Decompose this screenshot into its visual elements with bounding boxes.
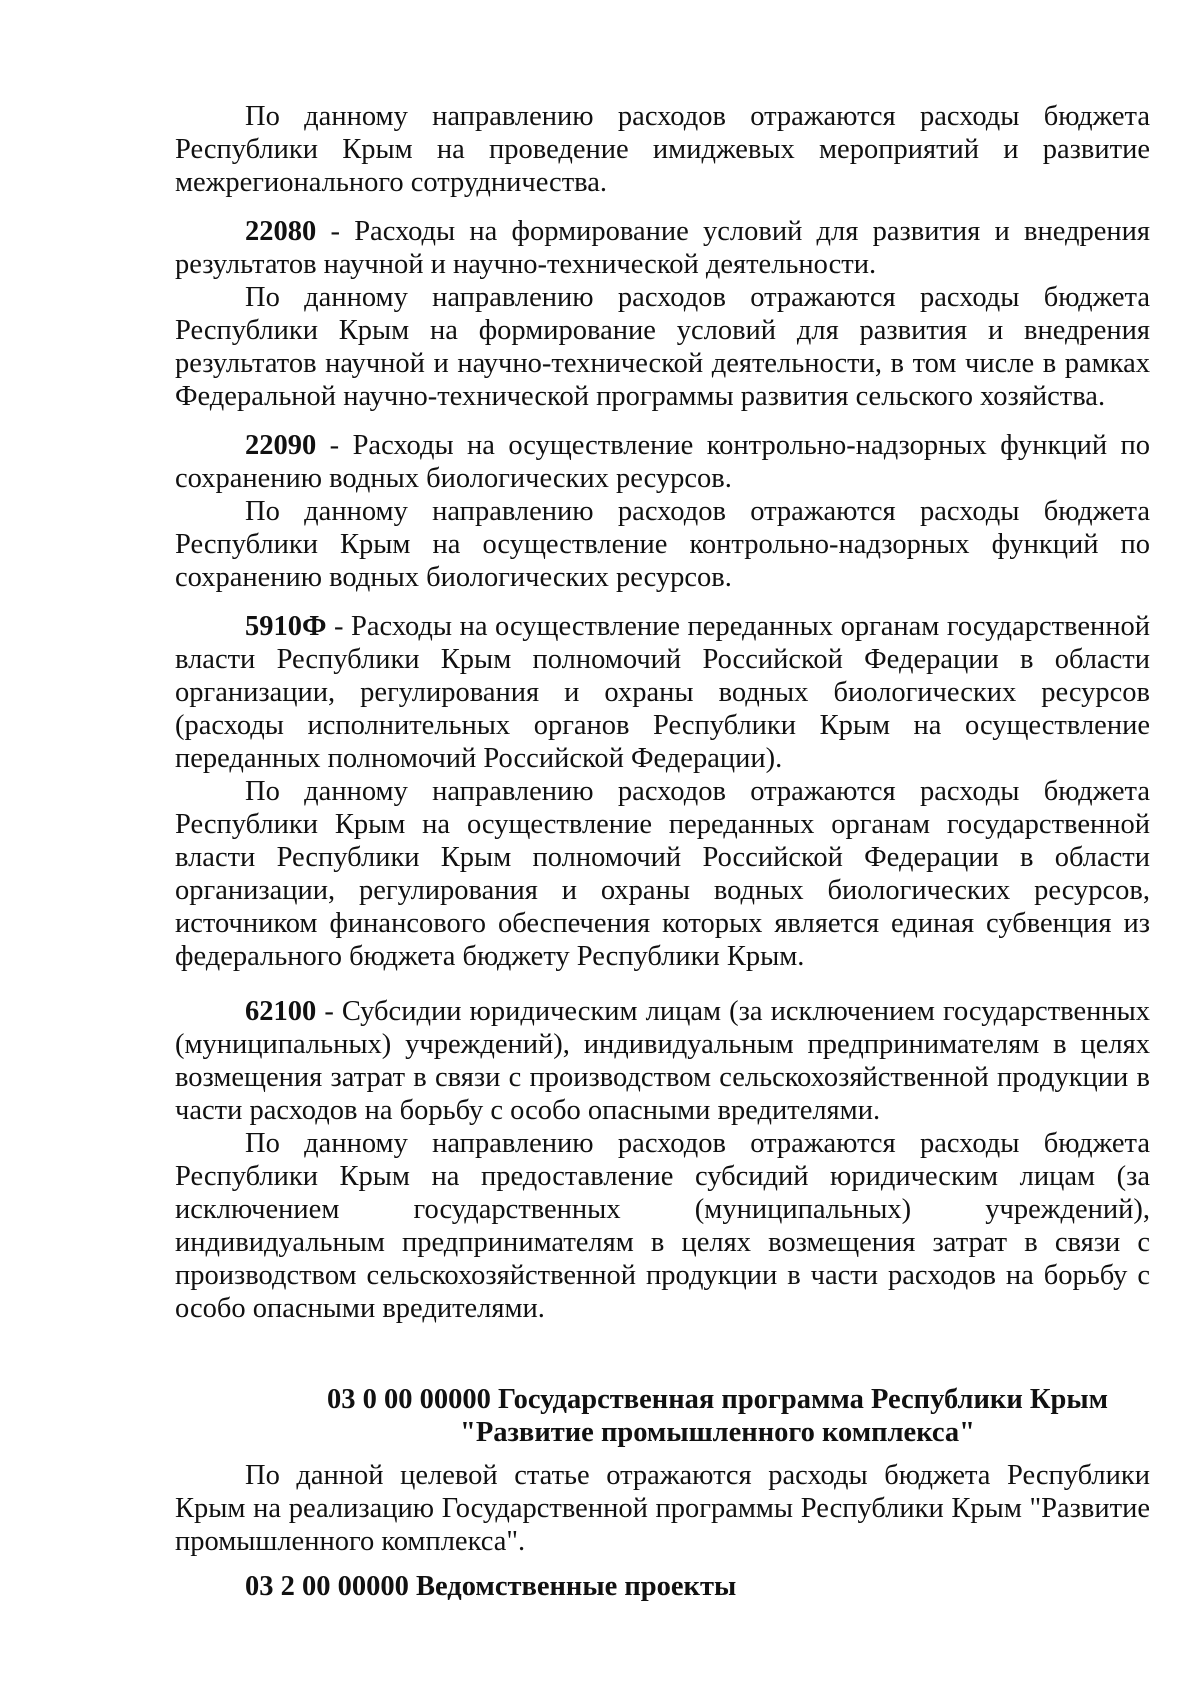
entry-code: 22090	[245, 430, 317, 461]
entry-22090-description: По данному направлению расходов отражаются расходы бюджета Республики Крым на осуществление контрольно-надзорных функций по сохранению водных биологических ресурсов.	[175, 496, 1150, 593]
paragraph-intro: По данному направлению расходов отражаются расходы бюджета Республики Крым на проведение имиджевых мероприятий и развитие межрегионального сотрудничества.	[175, 101, 1150, 198]
entry-5910f-title	[175, 610, 1150, 775]
entry-code: 22080	[245, 216, 317, 247]
program-heading-line-1: 03 0 00 00000 Государственная программа Республики Крым	[326, 1384, 1109, 1415]
entry-5910f-description: По данному направлению расходов отражаются расходы бюджета Республики Крым на осуществление переданных органам государственной власти Республики Крым полномочий Российской Федерации в области организации, регулирования и охраны водных биологических ресурсов, источником финансового обеспечения которых является единая субвенция из федерального бюджета бюджету Республики Крым.	[175, 776, 1150, 972]
program-heading-line-2: "Развитие промышленного комплекса"	[460, 1417, 975, 1448]
entry-title-text: - Расходы на формирование условий для развития и внедрения результатов научной и научно-технической деятельности.	[175, 216, 1150, 280]
entry-title-text: - Расходы на осуществление переданных органам государственной власти Республики Крым полномочий Российской Федерации в области организации, регулирования и охраны водных биологических ресурсов (расходы исполнительных органов Республики Крым на осуществление переданных полномочий Российской Федерации).	[175, 611, 1150, 774]
entry-62100-title	[175, 995, 1150, 1127]
program-description: По данной целевой статье отражаются расходы бюджета Республики Крым на реализацию Государственной программы Республики Крым "Развитие промышленного комплекса".	[175, 1460, 1150, 1557]
entry-code: 62100	[245, 996, 317, 1027]
subprogram-heading: 03 2 00 00000 Ведомственные проекты	[245, 1571, 737, 1602]
entry-22080-description: По данному направлению расходов отражаются расходы бюджета Республики Крым на формирование условий для развития и внедрения результатов научной и научно-технической деятельности, в том числе в рамках Федеральной научно-технической программы развития сельского хозяйства.	[175, 282, 1150, 412]
entry-title-text: - Субсидии юридическим лицам (за исключением государственных (муниципальных) учреждений), индивидуальным предпринимателям в целях возмещения затрат в связи с производством сельскохозяйственной продукции в части расходов на борьбу с особо опасными вредителями.	[175, 996, 1150, 1126]
entry-62100-description: По данному направлению расходов отражаются расходы бюджета Республики Крым на предоставление субсидий юридическим лицам (за исключением государственных (муниципальных) учреждений), индивидуальным предпринимателям в целях возмещения затрат в связи с производством сельскохозяйственной продукции в части расходов на борьбу с особо опасными вредителями.	[175, 1128, 1150, 1324]
entry-title-text: - Расходы на осуществление контрольно-надзорных функций по сохранению водных биологических ресурсов.	[175, 430, 1150, 494]
entry-code: 5910Ф	[245, 611, 327, 642]
document-page	[175, 100, 1150, 1603]
program-heading	[175, 1383, 1150, 1449]
entry-22080-title	[175, 215, 1150, 281]
entry-22090-title	[175, 429, 1150, 495]
